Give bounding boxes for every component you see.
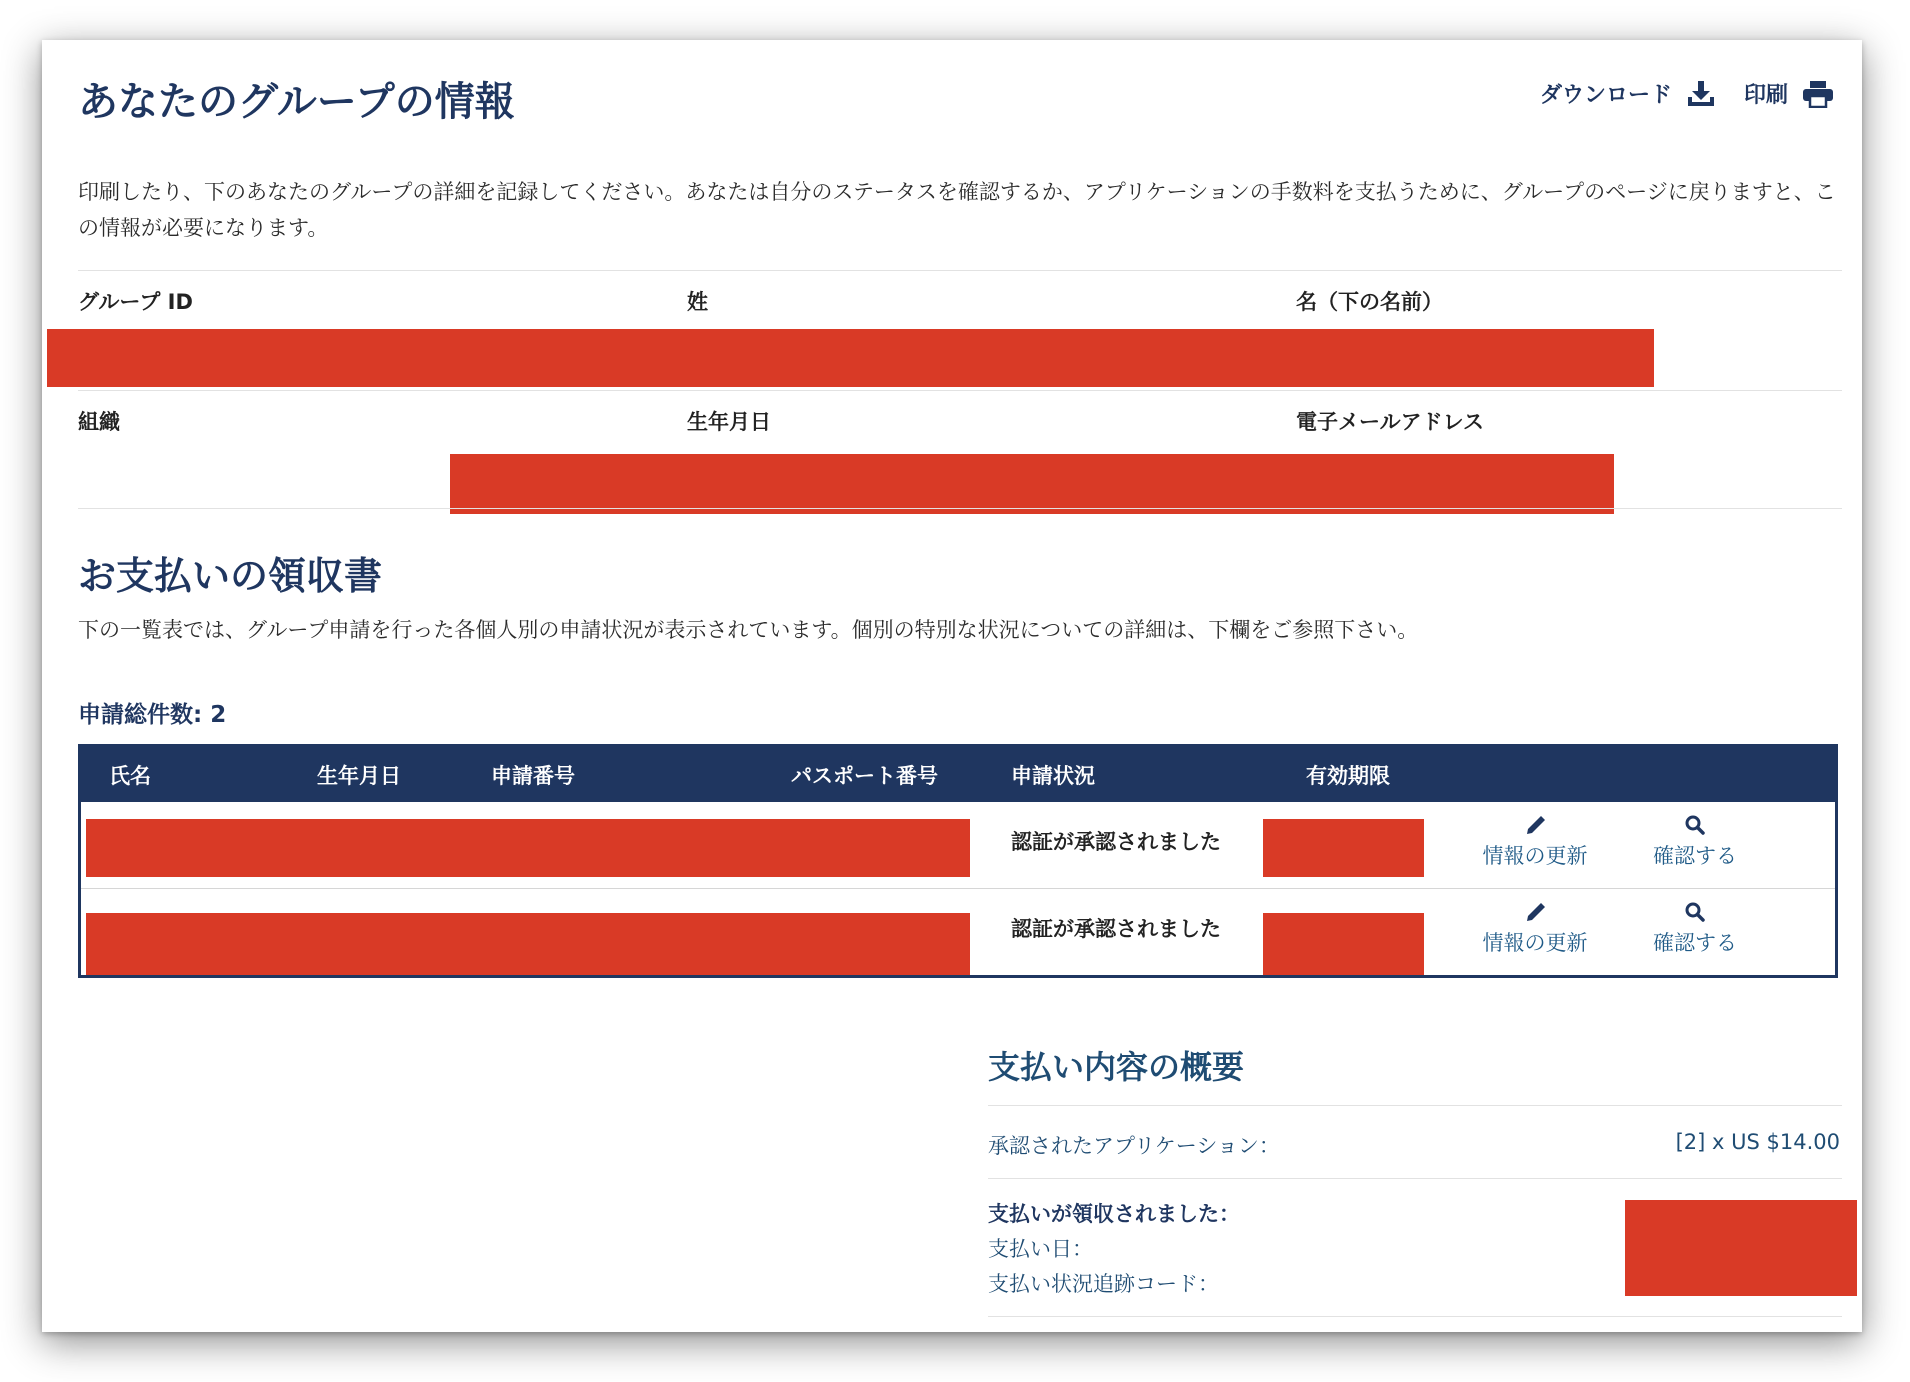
receipt-description: 下の一覧表では、グループ申請を行った各個人別の申請状況が表示されています。個別の特別な状況についての詳細は、下欄をご参照下さい。 <box>78 618 1419 642</box>
first-name-label: 名（下の名前） <box>1296 290 1443 314</box>
divider <box>988 1316 1842 1317</box>
update-info-label: 情報の更新 <box>1482 844 1588 868</box>
magnifier-icon <box>1647 901 1743 923</box>
summary-title: 支払い内容の概要 <box>988 1048 1245 1086</box>
approved-applications-amount: [2] x US $14.00 <box>1675 1130 1840 1154</box>
page-title: あなたのグループの情報 <box>78 79 515 125</box>
view-label: 確認する <box>1653 931 1737 955</box>
redacted-applicant-info <box>86 913 970 975</box>
group-info-card <box>42 40 1862 1332</box>
header-actions <box>1512 78 1834 109</box>
pencil-icon <box>1475 814 1595 836</box>
intro-text: 印刷したり、下のあなたのグループの詳細を記録してください。あなたは自分のステータスを確認するか、アプリケーションの手数料を支払うために、グループのページに戻りますと、この情報が必要になります。 <box>78 180 1836 240</box>
status-text: 認証が承認されました <box>1011 917 1221 941</box>
print-label: 印刷 <box>1743 83 1788 108</box>
update-info-link[interactable] <box>1475 901 1595 957</box>
table-row <box>81 889 1835 975</box>
header-expiry: 有効期限 <box>1306 764 1390 788</box>
last-name-label: 姓 <box>687 290 708 314</box>
view-link[interactable] <box>1647 814 1743 870</box>
view-link[interactable] <box>1647 901 1743 957</box>
printer-icon <box>1802 80 1834 108</box>
table-header <box>81 747 1835 802</box>
group-id-label: グループ ID <box>78 290 193 314</box>
header-birthdate: 生年月日 <box>317 764 401 788</box>
redacted-group-values <box>47 329 1654 387</box>
email-label: 電子メールアドレス <box>1296 410 1484 434</box>
tracking-code-label: 支払い状況追跡コード： <box>988 1272 1219 1296</box>
pencil-icon <box>1475 901 1595 923</box>
receipt-title: お支払いの領収書 <box>78 554 383 598</box>
divider <box>78 390 1842 391</box>
redacted-expiry <box>1263 913 1424 975</box>
divider <box>78 270 1842 271</box>
download-icon <box>1686 80 1716 108</box>
header-passport-number: パスポート番号 <box>791 764 938 788</box>
download-label: ダウンロード <box>1539 83 1672 108</box>
organization-label: 組織 <box>78 410 120 434</box>
header-application-number: 申請番号 <box>491 764 575 788</box>
divider <box>988 1178 1842 1179</box>
applications-table <box>78 744 1838 978</box>
header-name: 氏名 <box>109 764 151 788</box>
update-info-label: 情報の更新 <box>1482 931 1588 955</box>
redacted-payment-details <box>1625 1200 1857 1296</box>
status-text: 認証が承認されました <box>1011 830 1221 854</box>
redacted-applicant-info <box>86 819 970 877</box>
table-row <box>81 802 1835 889</box>
payment-received-label: 支払いが領収されました： <box>988 1202 1240 1226</box>
download-button[interactable] <box>1540 78 1716 109</box>
birthdate-label: 生年月日 <box>687 410 771 434</box>
approved-applications-label: 承認されたアプリケーション： <box>988 1134 1280 1158</box>
magnifier-icon <box>1647 814 1743 836</box>
view-label: 確認する <box>1653 844 1737 868</box>
divider <box>78 508 1842 509</box>
payment-date-label: 支払い日： <box>988 1237 1093 1261</box>
application-count: 申請総件数: 2 <box>78 702 227 728</box>
redacted-expiry <box>1263 819 1424 877</box>
redacted-contact-values <box>450 454 1614 514</box>
header-status: 申請状況 <box>1011 764 1095 788</box>
update-info-link[interactable] <box>1475 814 1595 870</box>
divider <box>988 1105 1842 1106</box>
print-button[interactable] <box>1744 78 1834 109</box>
